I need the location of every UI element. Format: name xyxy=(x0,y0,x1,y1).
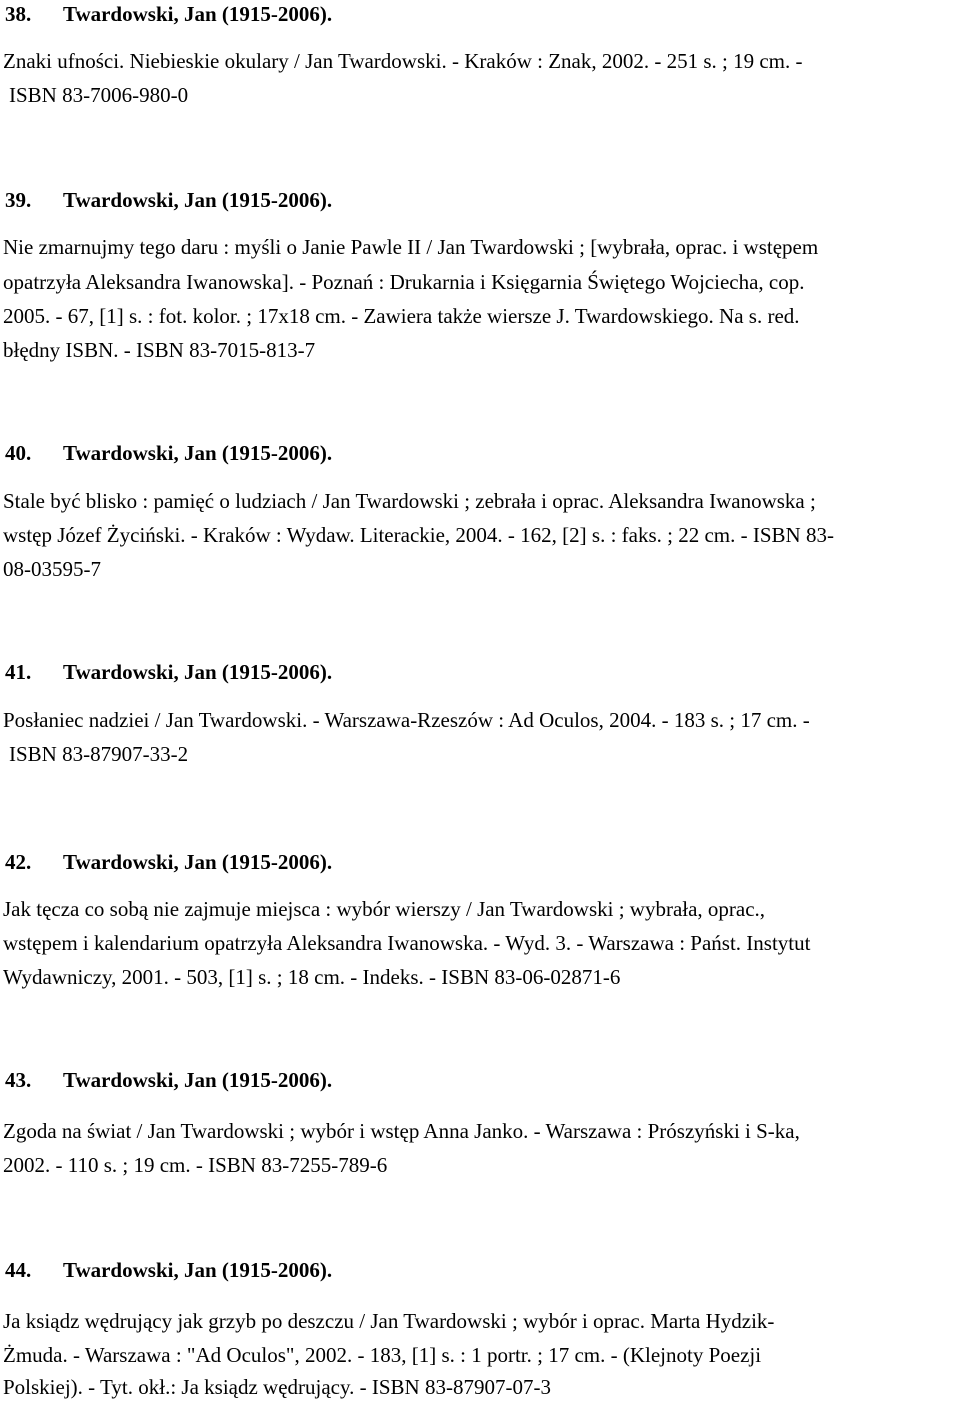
entry-text-line: Żmuda. - Warszawa : "Ad Oculos", 2002. - 183, [1] s. : 1 portr. ; 17 cm. - (Klejnoty Poezji xyxy=(3,1343,762,1367)
entry-text-line: Ja ksiądz wędrujący jak grzyb po deszczu / Jan Twardowski ; wybór i oprac. Marta Hydzik- xyxy=(3,1309,775,1333)
entry-heading xyxy=(5,190,332,211)
entry-text-line: wstępem i kalendarium opatrzyła Aleksandra Iwanowska. - Wyd. 3. - Warszawa : Państ. Instytut xyxy=(3,931,811,955)
entry-number: 40. xyxy=(5,441,32,465)
entry-isbn-line: ISBN 83-87907-33-2 xyxy=(9,742,189,766)
entry-text-line: 08-03595-7 xyxy=(3,557,101,581)
entry-author: Twardowski, Jan (1915-2006). xyxy=(63,1258,333,1282)
entry-author: Twardowski, Jan (1915-2006). xyxy=(63,188,333,212)
entry-text-line: Stale być blisko : pamięć o ludziach / Jan Twardowski ; zebrała i oprac. Aleksandra Iwanowska ; xyxy=(3,489,816,513)
entry-author: Twardowski, Jan (1915-2006). xyxy=(63,1068,333,1092)
entry-heading xyxy=(5,443,332,464)
entry-heading xyxy=(5,1260,332,1281)
entry-number: 44. xyxy=(5,1258,32,1282)
entry-heading xyxy=(5,1070,332,1091)
entry-text-line: Wydawniczy, 2001. - 503, [1] s. ; 18 cm. - Indeks. - ISBN 83-06-02871-6 xyxy=(3,965,621,989)
entry-number: 43. xyxy=(5,1068,32,1092)
entry-author: Twardowski, Jan (1915-2006). xyxy=(63,660,333,684)
entry-heading xyxy=(5,852,332,873)
entry-heading xyxy=(5,4,332,25)
entry-text-line: 2005. - 67, [1] s. : fot. kolor. ; 17x18 cm. - Zawiera także wiersze J. Twardowskiego. Na s. red. xyxy=(3,304,800,328)
entry-text-line: opatrzyła Aleksandra Iwanowska]. - Poznań : Drukarnia i Księgarnia Świętego Wojciecha, cop. xyxy=(3,270,805,294)
entry-author: Twardowski, Jan (1915-2006). xyxy=(63,850,333,874)
entry-isbn-line: ISBN 83-7006-980-0 xyxy=(9,83,189,107)
entry-text-line: Posłaniec nadziei / Jan Twardowski. - Warszawa-Rzeszów : Ad Oculos, 2004. - 183 s. ; 17 cm. - xyxy=(3,708,810,732)
entry-text-line: błędny ISBN. - ISBN 83-7015-813-7 xyxy=(3,338,316,362)
entry-number: 38. xyxy=(5,2,32,26)
entry-author: Twardowski, Jan (1915-2006). xyxy=(63,441,333,465)
entry-text-line: 2002. - 110 s. ; 19 cm. - ISBN 83-7255-789-6 xyxy=(3,1153,388,1177)
entry-heading xyxy=(5,662,332,683)
entry-text-line: wstęp Józef Życiński. - Kraków : Wydaw. Literackie, 2004. - 162, [2] s. : faks. ; 22 cm. - ISBN 83- xyxy=(3,523,834,547)
entry-text-line: Znaki ufności. Niebieskie okulary / Jan Twardowski. - Kraków : Znak, 2002. - 251 s. ; 19 cm. - xyxy=(3,49,803,73)
entry-text-line: Polskiej). - Tyt. okł.: Ja ksiądz wędrujący. - ISBN 83-87907-07-3 xyxy=(3,1375,551,1399)
entry-author: Twardowski, Jan (1915-2006). xyxy=(63,2,333,26)
entry-text-line: Nie zmarnujmy tego daru : myśli o Janie Pawle II / Jan Twardowski ; [wybrała, oprac. i wstępem xyxy=(3,235,819,259)
entry-text-line: Jak tęcza co sobą nie zajmuje miejsca : wybór wierszy / Jan Twardowski ; wybrała, oprac., xyxy=(3,897,766,921)
entry-number: 42. xyxy=(5,850,32,874)
entry-number: 41. xyxy=(5,660,32,684)
entry-number: 39. xyxy=(5,188,32,212)
entry-text-line: Zgoda na świat / Jan Twardowski ; wybór i wstęp Anna Janko. - Warszawa : Prószyński i S-ka, xyxy=(3,1119,800,1143)
